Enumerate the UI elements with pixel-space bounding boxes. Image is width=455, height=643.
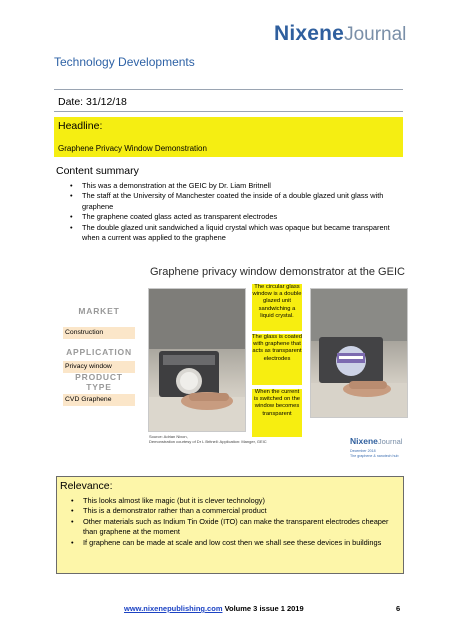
- relevance-box: [56, 476, 404, 574]
- list-item: • If graphene can be made at scale and low cost then we shall see these devices in buildings: [63, 538, 399, 548]
- nixene-journal-logo: [274, 22, 424, 54]
- product-type-label: PRODUCT TYPE: [75, 372, 123, 392]
- content-summary-list: [62, 181, 400, 243]
- footer: [124, 604, 304, 613]
- mini-logo-sub-1: December 2018: [350, 449, 376, 453]
- callout-liquid-crystal: The circular glass window is a double glazed unit sandwiching a liquid crystal.: [252, 284, 302, 331]
- photo-window-opaque-illustration: [149, 289, 245, 431]
- content-summary-heading: Content summary: [56, 165, 139, 177]
- application-label: APPLICATION: [66, 347, 132, 357]
- section-title: Technology Developments: [54, 55, 195, 69]
- product-type-value: CVD Graphene: [63, 394, 135, 406]
- headline-box: [54, 117, 403, 157]
- photo-window-transparent-illustration: [311, 289, 407, 417]
- callout-graphene-electrodes: The glass is coated with graphene that acts as transparent electrodes: [252, 334, 302, 385]
- figure-mini-logo: [350, 431, 420, 458]
- relevance-heading: Relevance:: [60, 480, 113, 492]
- page-number: 6: [396, 604, 401, 613]
- market-label: MARKET: [78, 306, 120, 316]
- mini-logo-sub-2: The graphene & nanotech hub: [350, 453, 399, 458]
- list-item: • This looks almost like magic (but it is clever technology): [63, 496, 399, 506]
- callout-current-transparent: When the current is switched on the window becomes transparent: [252, 389, 302, 437]
- market-value: Construction: [63, 327, 135, 339]
- divider-top: [54, 89, 403, 90]
- source-line-2: Demonstration courtesy of Dr L Britnell: Application: Manger, GEIC: [149, 439, 267, 444]
- headline-text: Graphene Privacy Window Demonstration: [58, 144, 207, 153]
- market-application-panel: [63, 306, 135, 406]
- photo-window-opaque: [148, 288, 246, 432]
- relevance-list: [63, 496, 399, 548]
- list-item: • The graphene coated glass acted as transparent electrodes: [62, 212, 400, 222]
- figure-title: Graphene privacy window demonstrator at the GEIC: [150, 266, 405, 278]
- mini-logo-journal: Journal: [377, 437, 403, 446]
- list-item: • The staff at the University of Manchester coated the inside of a double glazed unit glass with graphene: [62, 191, 400, 212]
- list-item: • The double glazed unit sandwiched a liquid crystal which was opaque but became transparent when a current was applied to the graphene: [62, 223, 400, 244]
- photo-window-transparent: [310, 288, 408, 418]
- figure-source: [149, 434, 267, 444]
- logo-nixene-text: Nixene: [274, 22, 345, 45]
- application-value: Privacy window: [63, 361, 135, 373]
- list-item: • Other materials such as Indium Tin Oxide (ITO) can make the transparent electrodes cheaper than graphene at the moment: [63, 517, 399, 538]
- footer-url-link[interactable]: www.nixenepublishing.com: [124, 604, 223, 613]
- logo-journal-text: Journal: [344, 24, 407, 45]
- mini-logo-nixene: Nixene: [350, 436, 378, 446]
- source-line-1: Source: Adrian Nixon,: [149, 434, 188, 439]
- date-label: Date: 31/12/18: [58, 96, 127, 108]
- headline-label: Headline:: [58, 120, 103, 132]
- footer-issue: Volume 3 issue 1 2019: [222, 604, 304, 613]
- list-item: • This was a demonstration at the GEIC by Dr. Liam Britnell: [62, 181, 400, 191]
- list-item: • This is a demonstrator rather than a commercial product: [63, 506, 399, 516]
- divider-date: [54, 111, 403, 112]
